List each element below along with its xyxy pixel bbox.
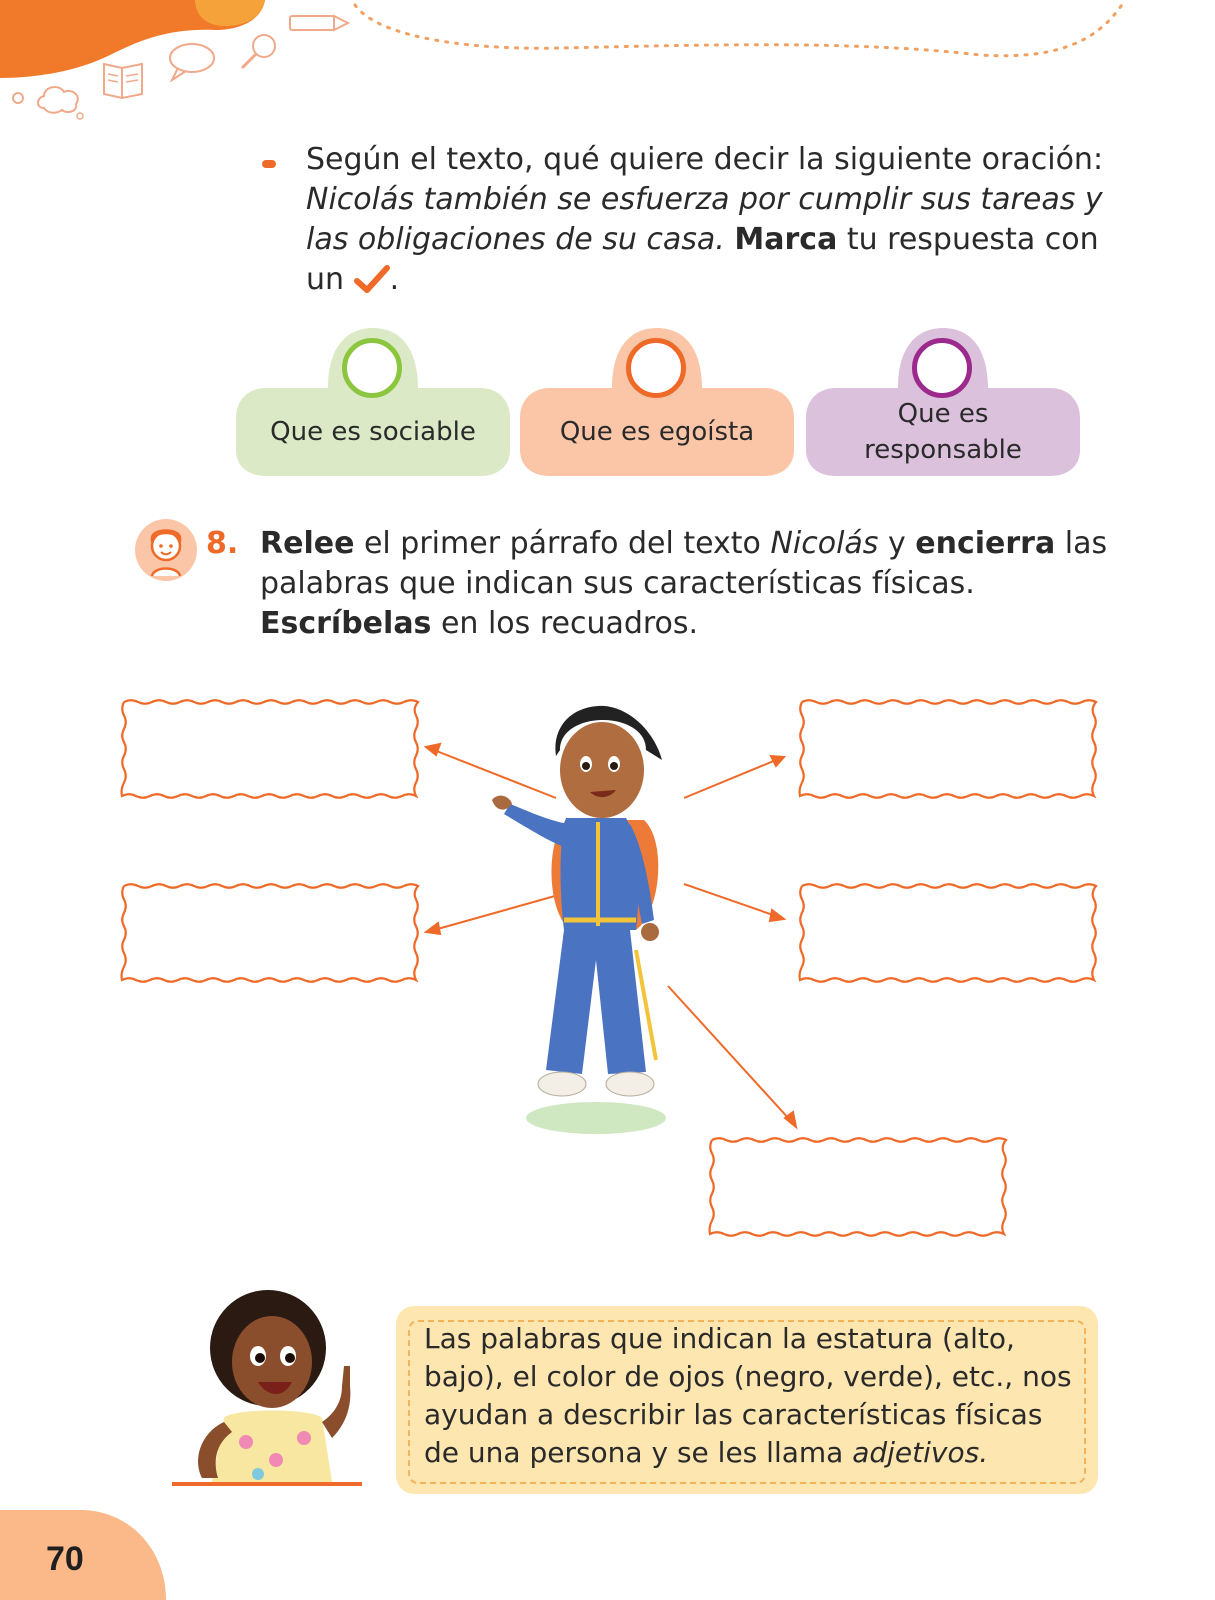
item-number: 8. <box>206 526 239 561</box>
question-quote: Nicolás también se esfuerza por cumplir sus tareas y las obligaciones de su casa. <box>306 182 1103 257</box>
answer-box-middle-right[interactable] <box>802 886 1094 980</box>
note-body: Las palabras que indican la estatura (alto, bajo), el color de ojos (negro, verde), etc., nos ayudan a describir las características físicas de una persona y se les llama <box>424 1322 1072 1469</box>
answer-box-middle-left[interactable] <box>124 886 416 980</box>
text-title: Nicolás <box>770 526 879 561</box>
answer-box-bottom[interactable] <box>712 1140 1004 1234</box>
option-label-line2: responsable <box>864 435 1022 465</box>
answer-box-top-right[interactable] <box>802 702 1094 796</box>
question-instruction: tu respuesta con un <box>306 222 1099 297</box>
boy-illustration <box>486 700 706 1140</box>
option-label-line1: Que es <box>897 399 989 429</box>
option-label: Que es sociable <box>270 417 476 447</box>
question-intro: Según el texto, qué quiere decir la siguiente oración: <box>306 142 1104 177</box>
note-emphasis: adjetivos. <box>852 1436 989 1469</box>
question-verb: Marca <box>734 222 838 257</box>
page-number-tab <box>0 1510 170 1600</box>
question-period: . <box>389 262 400 297</box>
item8-text: el primer párrafo del texto <box>354 526 771 561</box>
page-number: 70 <box>46 1540 84 1578</box>
verb-encierra: encierra <box>915 526 1056 561</box>
girl-illustration <box>172 1282 368 1488</box>
option-label: Que es egoísta <box>559 417 755 447</box>
item8-text: las palabras que indican sus características físicas. <box>260 526 1108 601</box>
item8-text: en los recuadros. <box>431 606 699 641</box>
note-text <box>424 1320 1084 1472</box>
verb-escribelas: Escríbelas <box>260 606 432 641</box>
verb-relee: Relee <box>260 526 355 561</box>
answer-box-top-left[interactable] <box>124 702 416 796</box>
item8-text: y <box>878 526 916 561</box>
